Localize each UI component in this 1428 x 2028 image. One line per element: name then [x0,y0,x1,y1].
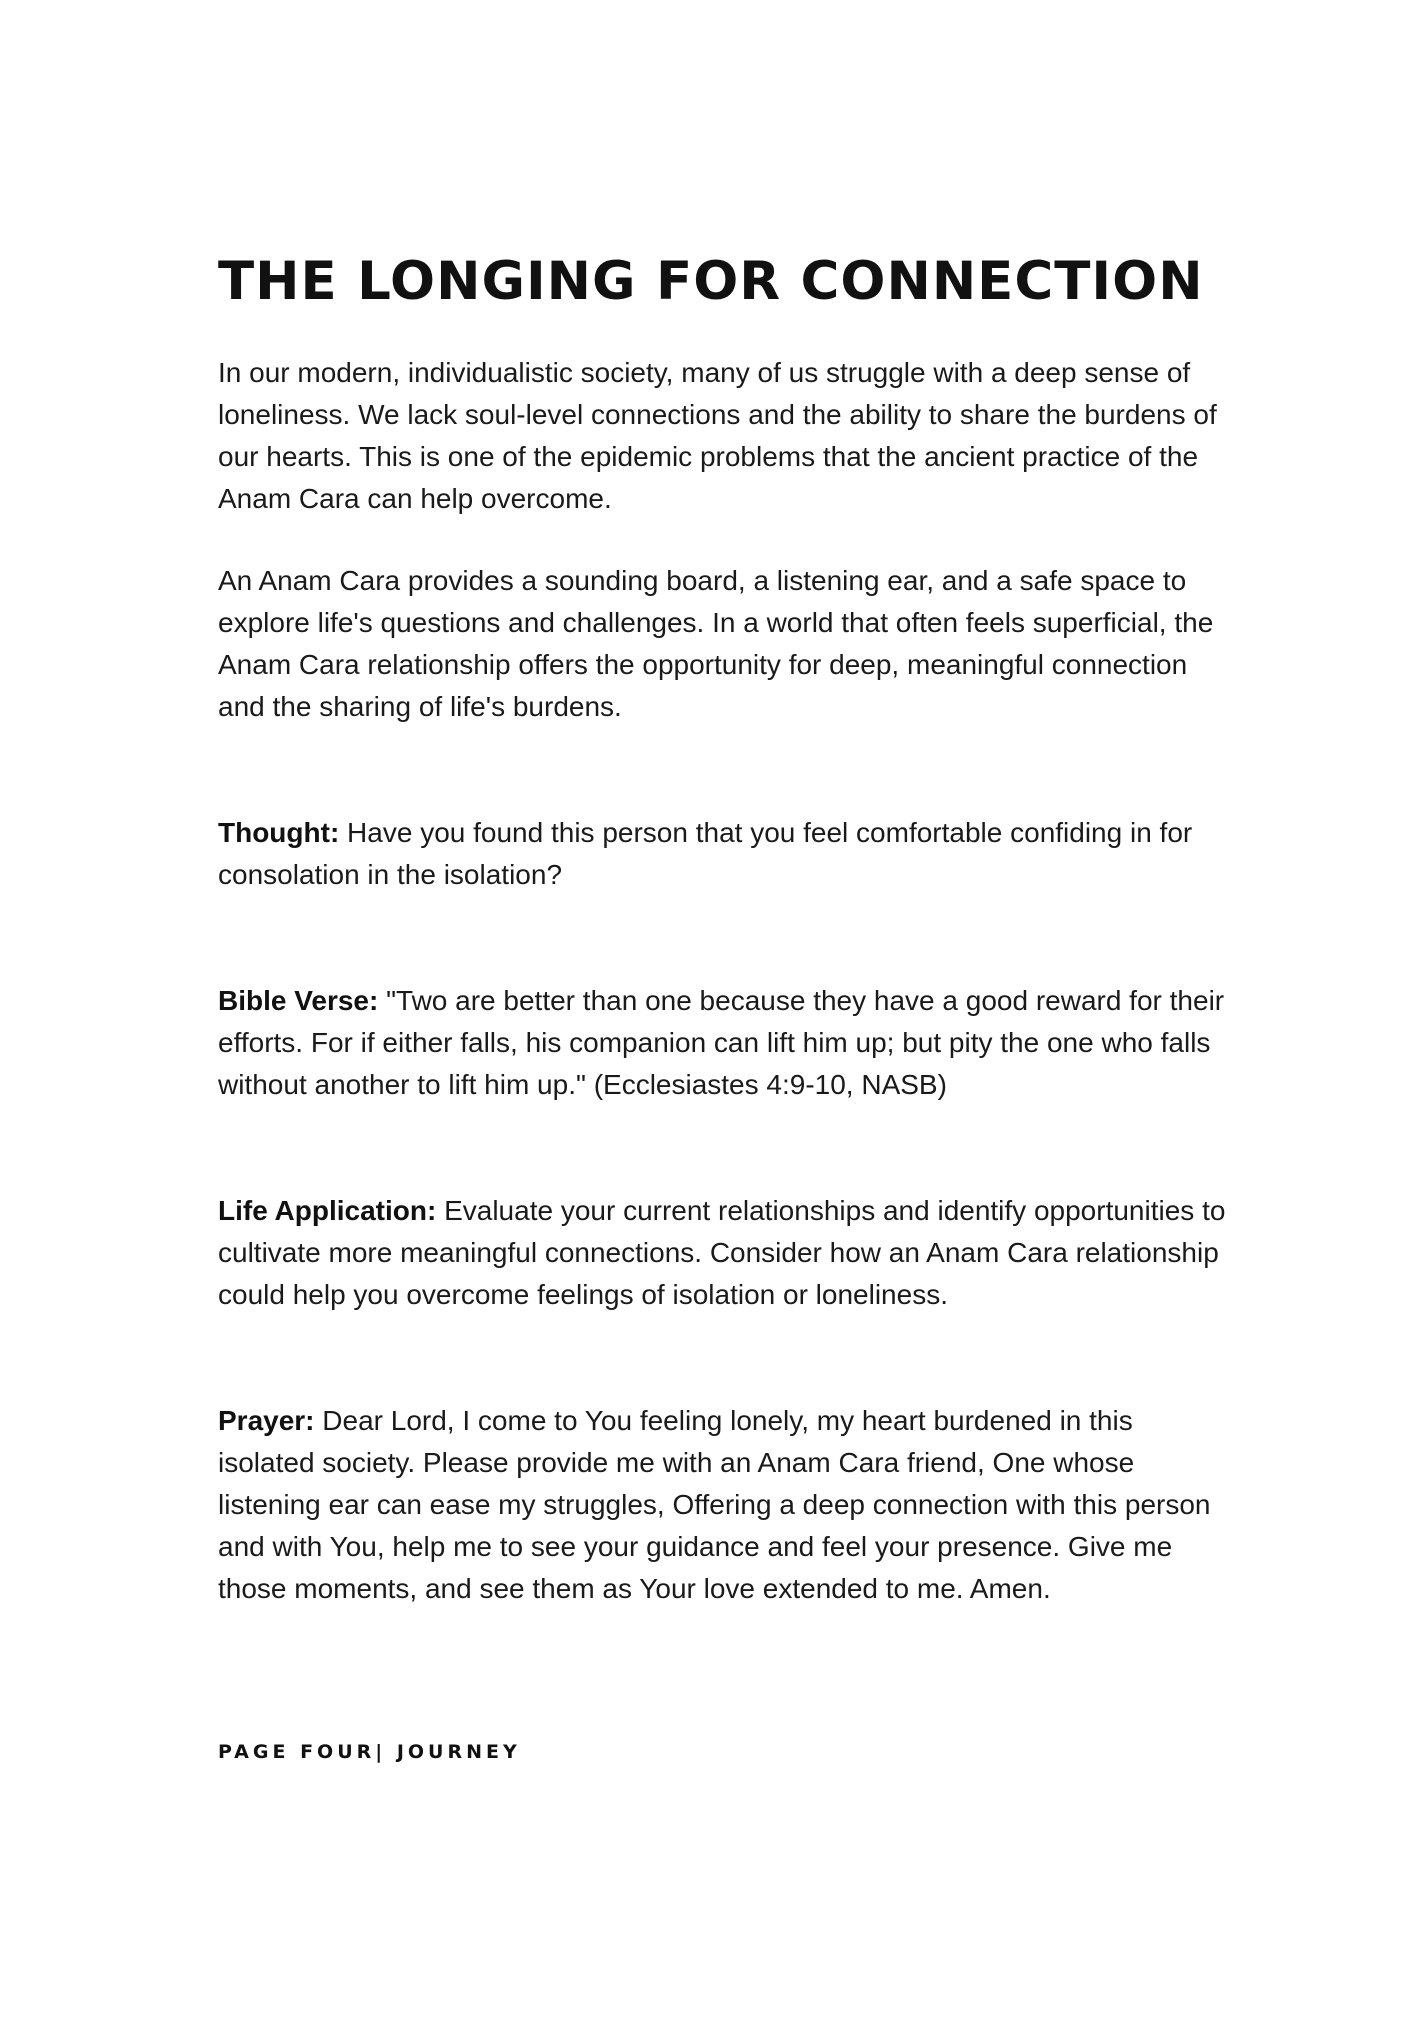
life-application-label: Life Application: [218,1195,437,1226]
bible-verse-label: Bible Verse: [218,985,379,1016]
thought-text: Have you found this person that you feel comfortable confiding in for consolation in the isolation? [218,817,1193,890]
thought-section [218,812,1228,896]
life-application-text: Evaluate your current relationships and identify opportunities to cultivate more meaningful connections. Consider how an Anam Cara relationship could help you overcome feelings of isolation or loneliness. [218,1195,1226,1310]
anam-cara-paragraph: An Anam Cara provides a sounding board, a listening ear, and a safe space to explore life's questions and challenges. In a world that often feels superficial, the Anam Cara relationship offers the opportunity for deep, meaningful connection and the sharing of life's burdens. [218,565,1214,722]
thought-label: Thought: [218,817,340,848]
prayer-text: Dear Lord, I come to You feeling lonely, my heart burdened in this isolated society. Please provide me with an Anam Cara friend, One whose listening ear can ease my struggles, Offering a deep connection with this person and with You, help me to see your guidance and feel your presence. Give me those moments, and see them as Your love extended to me. Amen. [218,1405,1211,1604]
prayer-label: Prayer: [218,1405,315,1436]
page-footer: PAGE FOUR| JOURNEY [218,1741,521,1763]
prayer-section [218,1400,1228,1610]
bible-verse-section [218,980,1228,1106]
document-page [218,250,1228,1610]
bible-verse-text: "Two are better than one because they have a good reward for their efforts. For if either falls, his companion can lift him up; but pity the one who falls without another to lift him up." (Ecclesiastes 4:9-10, NASB) [218,985,1225,1100]
intro-paragraph: In our modern, individualistic society, many of us struggle with a deep sense of loneliness. We lack soul-level connections and the ability to share the burdens of our hearts. This is one of the epidemic problems that the ancient practice of the Anam Cara can help overcome. [218,357,1217,514]
life-application-section [218,1190,1228,1316]
page-title: THE LONGING FOR CONNECTION [218,251,1204,312]
